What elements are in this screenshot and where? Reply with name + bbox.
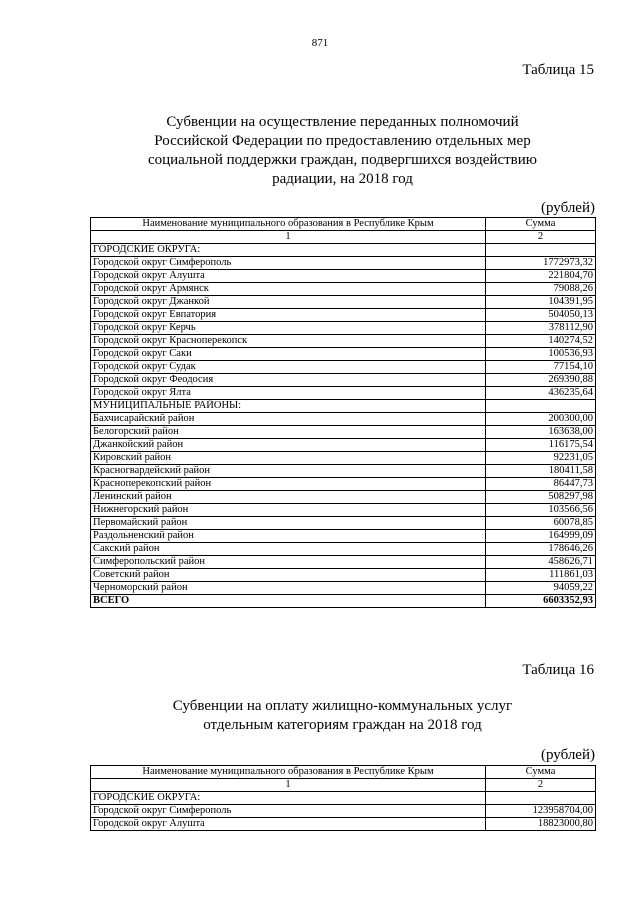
table-row bbox=[91, 582, 596, 595]
row-name: Раздольненский район bbox=[91, 530, 486, 543]
table-15-title-line: Российской Федерации по предоставлению отдельных мер bbox=[154, 133, 531, 149]
table-row bbox=[91, 335, 596, 348]
row-value: 86447,73 bbox=[486, 478, 596, 491]
row-value: 79088,26 bbox=[486, 283, 596, 296]
row-value: 103566,56 bbox=[486, 504, 596, 517]
row-name: Симферопольский район bbox=[91, 556, 486, 569]
column-header-sum: Сумма bbox=[486, 766, 596, 779]
row-name: МУНИЦИПАЛЬНЫЕ РАЙОНЫ: bbox=[91, 400, 486, 413]
total-label: ВСЕГО bbox=[91, 595, 486, 608]
row-name: Сакский район bbox=[91, 543, 486, 556]
row-name: Городской округ Алушта bbox=[91, 818, 486, 831]
table-16-title-line: Субвенции на оплату жилищно-коммунальных услуг bbox=[172, 698, 513, 714]
row-name: Городской округ Феодосия bbox=[91, 374, 486, 387]
table-row bbox=[91, 322, 596, 335]
row-name: Городской округ Судак bbox=[91, 361, 486, 374]
table-row bbox=[91, 569, 596, 582]
row-name: Городской округ Симферополь bbox=[91, 805, 486, 818]
column-header-name: Наименование муниципального образования в Республике Крым bbox=[91, 218, 486, 231]
row-name: Городской округ Евпатория bbox=[91, 309, 486, 322]
row-name: Нижнегорский район bbox=[91, 504, 486, 517]
table-16 bbox=[90, 765, 596, 831]
row-value: 60078,85 bbox=[486, 517, 596, 530]
row-name: Черноморский район bbox=[91, 582, 486, 595]
column-header-sum: Сумма bbox=[486, 218, 596, 231]
row-value: 200300,00 bbox=[486, 413, 596, 426]
row-value: 269390,88 bbox=[486, 374, 596, 387]
table-row bbox=[91, 426, 596, 439]
total-row bbox=[91, 595, 596, 608]
row-value: 378112,90 bbox=[486, 322, 596, 335]
row-value: 111861,03 bbox=[486, 569, 596, 582]
row-name: Ленинский район bbox=[91, 491, 486, 504]
row-name: Красногвардейский район bbox=[91, 465, 486, 478]
table-row bbox=[91, 270, 596, 283]
row-value: 1772973,32 bbox=[486, 257, 596, 270]
row-name: Джанкойский район bbox=[91, 439, 486, 452]
column-number: 2 bbox=[486, 779, 596, 792]
row-value: 164999,09 bbox=[486, 530, 596, 543]
table-row bbox=[91, 283, 596, 296]
table-15-title bbox=[90, 113, 595, 189]
row-value: 504050,13 bbox=[486, 309, 596, 322]
row-value: 100536,93 bbox=[486, 348, 596, 361]
table-row bbox=[91, 348, 596, 361]
row-value: 77154,10 bbox=[486, 361, 596, 374]
column-number: 1 bbox=[91, 231, 486, 244]
row-name: ГОРОДСКИЕ ОКРУГА: bbox=[91, 244, 486, 257]
row-value: 94059,22 bbox=[486, 582, 596, 595]
table-row bbox=[91, 387, 596, 400]
table-16-title bbox=[90, 697, 595, 735]
row-value: 140274,52 bbox=[486, 335, 596, 348]
table-15-unit: (рублей) bbox=[540, 200, 595, 216]
row-name: Советский район bbox=[91, 569, 486, 582]
table-row bbox=[91, 556, 596, 569]
row-name: Городской округ Джанкой bbox=[91, 296, 486, 309]
table-15-title-line: социальной поддержки граждан, подвергшихся воздействию bbox=[147, 152, 538, 168]
table-row bbox=[91, 504, 596, 517]
row-name: Городской округ Симферополь bbox=[91, 257, 486, 270]
table-15-title-line: Субвенции на осуществление переданных полномочий bbox=[166, 114, 519, 130]
table-row bbox=[91, 792, 596, 805]
table-row bbox=[91, 452, 596, 465]
total-value: 6603352,93 bbox=[486, 595, 596, 608]
table-row bbox=[91, 296, 596, 309]
row-name: Городской округ Керчь bbox=[91, 322, 486, 335]
row-value bbox=[486, 792, 596, 805]
column-number-row bbox=[91, 231, 596, 244]
row-value: 18823000,80 bbox=[486, 818, 596, 831]
table-16-unit: (рублей) bbox=[540, 747, 595, 763]
column-number: 1 bbox=[91, 779, 486, 792]
row-value: 178646,26 bbox=[486, 543, 596, 556]
table-row bbox=[91, 361, 596, 374]
row-name: Городской округ Саки bbox=[91, 348, 486, 361]
table-row bbox=[91, 413, 596, 426]
table-row bbox=[91, 465, 596, 478]
table-row bbox=[91, 530, 596, 543]
table-row bbox=[91, 309, 596, 322]
table-row bbox=[91, 374, 596, 387]
table-row bbox=[91, 491, 596, 504]
row-value: 116175,54 bbox=[486, 439, 596, 452]
table-row bbox=[91, 244, 596, 257]
row-value: 508297,98 bbox=[486, 491, 596, 504]
row-name: Городской округ Красноперекопск bbox=[91, 335, 486, 348]
table-row bbox=[91, 517, 596, 530]
row-name: Городской округ Ялта bbox=[91, 387, 486, 400]
table-header-row bbox=[91, 766, 596, 779]
row-name: Красноперекопский район bbox=[91, 478, 486, 491]
row-value bbox=[486, 244, 596, 257]
row-name: Кировский район bbox=[91, 452, 486, 465]
row-value bbox=[486, 400, 596, 413]
table-row bbox=[91, 805, 596, 818]
row-name: Городской округ Алушта bbox=[91, 270, 486, 283]
column-header-name: Наименование муниципального образования в Республике Крым bbox=[91, 766, 486, 779]
row-value: 163638,00 bbox=[486, 426, 596, 439]
row-name: Бахчисарайский район bbox=[91, 413, 486, 426]
row-name: Белогорский район bbox=[91, 426, 486, 439]
row-name: Первомайский район bbox=[91, 517, 486, 530]
column-number: 2 bbox=[486, 231, 596, 244]
table-16-label: Таблица 16 bbox=[522, 662, 594, 678]
row-value: 458626,71 bbox=[486, 556, 596, 569]
row-name: Городской округ Армянск bbox=[91, 283, 486, 296]
page-number: 871 bbox=[311, 37, 329, 49]
table-16-title-line: отдельным категориям граждан на 2018 год bbox=[203, 717, 482, 733]
row-value: 104391,95 bbox=[486, 296, 596, 309]
table-row bbox=[91, 478, 596, 491]
table-15 bbox=[90, 217, 596, 608]
table-row bbox=[91, 257, 596, 270]
table-header-row bbox=[91, 218, 596, 231]
row-value: 221804,70 bbox=[486, 270, 596, 283]
table-15-title-line: радиации, на 2018 год bbox=[272, 171, 413, 187]
table-15-label: Таблица 15 bbox=[522, 62, 594, 78]
row-value: 180411,58 bbox=[486, 465, 596, 478]
row-value: 436235,64 bbox=[486, 387, 596, 400]
table-row bbox=[91, 818, 596, 831]
table-row bbox=[91, 400, 596, 413]
row-value: 123958704,00 bbox=[486, 805, 596, 818]
row-name: ГОРОДСКИЕ ОКРУГА: bbox=[91, 792, 486, 805]
table-row bbox=[91, 543, 596, 556]
column-number-row bbox=[91, 779, 596, 792]
row-value: 92231,05 bbox=[486, 452, 596, 465]
table-row bbox=[91, 439, 596, 452]
